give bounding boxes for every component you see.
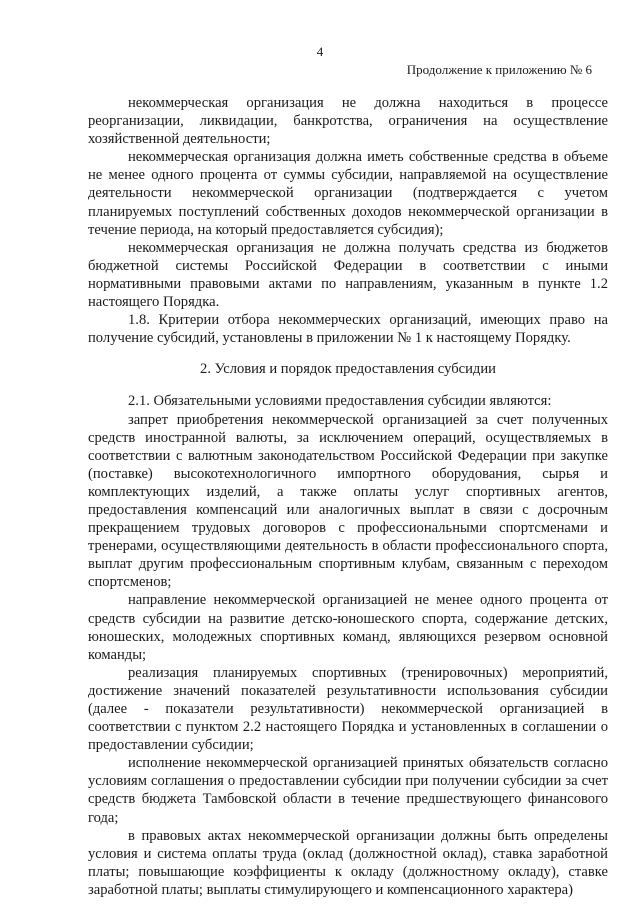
paragraph: направление некоммерческой организацией не менее одного процента от средств субсидии на развитие детско-юношеского спорта, содержание детских, юношеских, молодежных спортивных команд, являющихся резервом основной команды;: [88, 592, 608, 663]
paragraph: 2.1. Обязательными условиями предоставления субсидии являются:: [128, 393, 552, 410]
paragraph: некоммерческая организация должна иметь собственные средства в объеме не менее одного процента от суммы субсидии, направляемой на осуществление деятельности некоммерческой организации (подтверждается с учетом планируемых поступлений собственных доходов некоммерческой организации в течение периода, на который предоставляется субсидия);: [88, 149, 608, 238]
page-number: 4: [316, 44, 324, 59]
continuation-note: Продолжение к приложению № 6: [406, 62, 592, 77]
section-title: 2. Условия и порядок предоставления субсидии: [200, 361, 496, 378]
document-body: [88, 94, 608, 899]
paragraph: реализация планируемых спортивных (тренировочных) мероприятий, достижение значений показателей результативности использования субсидии (далее - показатели результативности) некоммерческой организацией в соответствии с пунктом 2.2 настоящего Порядка и установленных в соглашении о предоставлении субсидии;: [88, 664, 608, 754]
paragraph: некоммерческая организация не должна получать средства из бюджетов бюджетной системы Российской Федерации в соответствии с иными нормативными правовыми актами по направлениям, указанным в пункте 1.2 настоящего Порядка.: [88, 239, 608, 311]
paragraph: некоммерческая организация не должна находиться в процессе реорганизации, ликвидации, банкротства, ограничения на осуществление хозяйственной деятельности;: [88, 95, 608, 148]
paragraph: запрет приобретения некоммерческой организацией за счет полученных средств иностранной валюты, за исключением операций, осуществляемых в соответствии с валютным законодательством Российской Федерации при закупке (поставке) высокотехнологичного импортного оборудования, сырья и комплектующих изделий, а также оплаты услуг спортивных агентов, предоставления компенсаций или аналогичных выплат в связи с досрочным прекращением трудовых договоров с профессиональными спортсменами и тренерами, осуществляющими деятельность в области профессионального спорта, выплат другим профессиональным спортивным клубам, связанным с переходом спортсменов;: [88, 411, 608, 591]
paragraph: в правовых актах некоммерческой организации должны быть определены условия и система оплаты труда (оклад (должностной оклад), ставка заработной платы; повышающие коэффициенты к окладу (должностному окладу), ставке заработной платы; выплаты стимулирующего и компенсационного характера): [88, 827, 608, 898]
paragraph: 1.8. Критерии отбора некоммерческих организаций, имеющих право на получение субсидий, установлены в приложении № 1 к настоящему Порядку.: [88, 312, 608, 347]
paragraph: исполнение некоммерческой организацией принятых обязательств согласно условиям соглашения о предоставлении субсидии при получении субсидии за счет средств бюджета Тамбовской области в течение предшествующего финансового года;: [88, 755, 608, 826]
